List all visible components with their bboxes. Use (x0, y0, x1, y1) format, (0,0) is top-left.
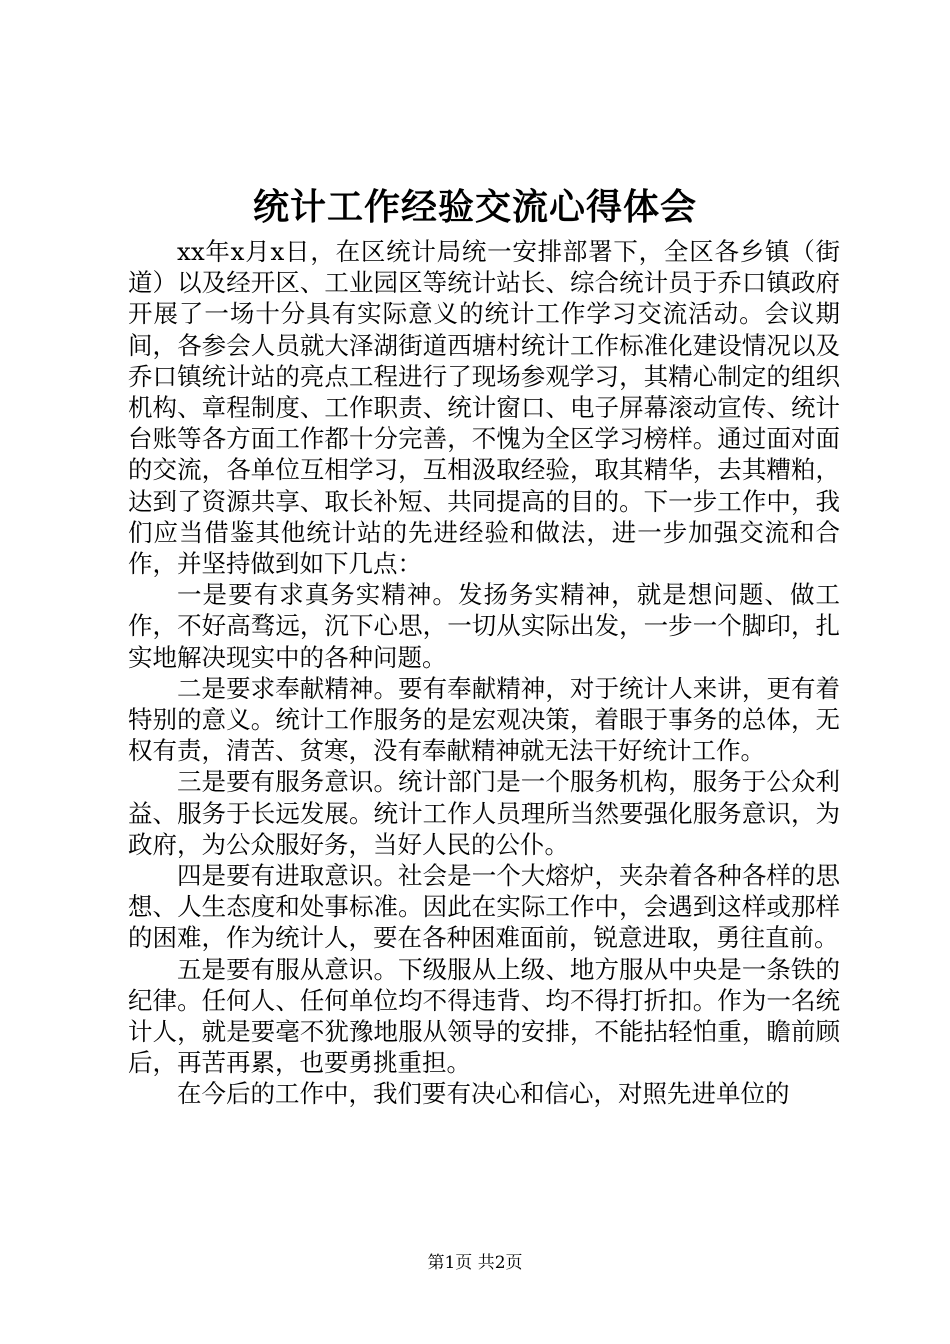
paragraph-point-4: 四是要有进取意识。社会是一个大熔炉，夹杂着各种各样的思想、人生态度和处事标准。因此在实际工作中，会遇到这样或那样的困难，作为统计人，要在各种困难面前，锐意进取，勇往直前。 (128, 861, 840, 953)
paragraph-point-2: 二是要求奉献精神。要有奉献精神，对于统计人来讲，更有着特别的意义。统计工作服务的是宏观决策，着眼于事务的总体，无权有责，清苦、贫寒，没有奉献精神就无法干好统计工作。 (128, 673, 840, 766)
paragraph-point-3: 三是要有服务意识。统计部门是一个服务机构，服务于公众利益、服务于长远发展。统计工作人员理所当然要强化服务意识，为政府，为公众服好务，当好人民的公仆。 (128, 767, 840, 859)
document-body (128, 236, 840, 1110)
paragraph-closing: 在今后的工作中，我们要有决心和信心，对照先进单位的 (177, 1079, 790, 1109)
paragraph-point-1: 一是要有求真务实精神。发扬务实精神，就是想问题、做工作，不好高骛远，沉下心思，一切从实际出发，一步一个脚印，扎实地解决现实中的各种问题。 (128, 580, 840, 672)
page-footer: 第1页 共2页 (427, 1253, 523, 1273)
document-title: 统计工作经验交流心得体会 (252, 186, 697, 228)
paragraph-intro: xx年x月x日，在区统计局统一安排部署下，全区各乡镇（街道）以及经开区、工业园区等统计站长、综合统计员于乔口镇政府开展了一场十分具有实际意义的统计工作学习交流活动。会议期间，各参会人员就大泽湖街道西塘村统计工作标准化建设情况以及乔口镇统计站的亮点工程进行了现场参观学习，其精心制定的组织机构、章程制度、工作职责、统计窗口、电子屏幕滚动宣传、统计台账等各方面工作都十分完善，不愧为全区学习榜样。通过面对面的交流，各单位互相学习，互相汲取经验，取其精华，去其糟粕，达到了资源共享、取长补短、共同提高的目的。下一步工作中，我们应当借鉴其他统计站的先进经验和做法，进一步加强交流和合作，并坚持做到如下几点： (128, 237, 840, 579)
paragraph-point-5: 五是要有服从意识。下级服从上级、地方服从中央是一条铁的纪律。任何人、任何单位均不得违背、均不得打折扣。作为一名统计人，就是要毫不犹豫地服从领导的安排，不能拈轻怕重，瞻前顾后，再苦再累，也要勇挑重担。 (128, 954, 840, 1078)
